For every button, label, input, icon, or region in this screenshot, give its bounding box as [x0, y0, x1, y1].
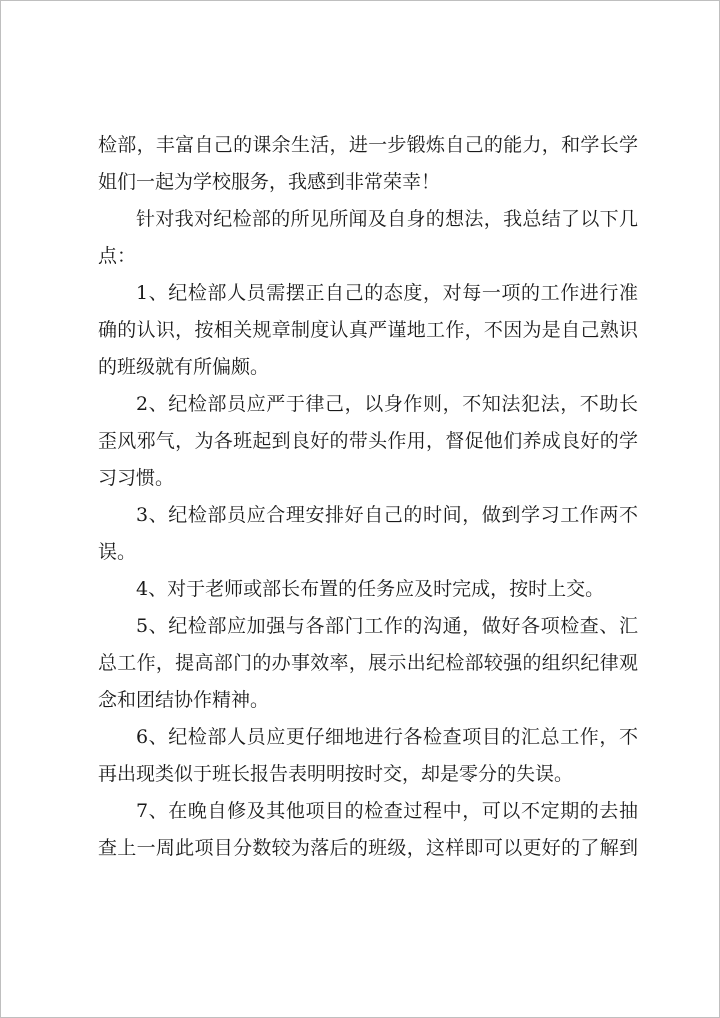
text-line: 的班级就有所偏颇。	[98, 356, 270, 378]
paragraph-point-5	[98, 608, 638, 719]
text-line: 6、纪检部人员应更仔细地进行各检查项目的汇总工作，不	[136, 726, 638, 748]
text-line: 姐们一起为学校服务，我感到非常荣幸！	[98, 171, 441, 193]
text-line: 检部，丰富自己的课余生活，进一步锻炼自己的能力，和学长学	[98, 134, 638, 156]
paragraph-point-4	[98, 571, 638, 608]
text-line: 4、对于老师或部长布置的任务应及时完成，按时上交。	[136, 578, 605, 600]
paragraph-intro-continued	[98, 127, 638, 201]
paragraph-point-7	[98, 793, 638, 867]
paragraph-point-3	[98, 497, 638, 571]
text-line: 再出现类似于班长报告表明明按时交，却是零分的失误。	[98, 763, 574, 785]
text-line: 点：	[98, 245, 137, 267]
text-line: 7、在晚自修及其他项目的检查过程中，可以不定期的去抽	[136, 800, 638, 822]
text-line: 念和团结协作精神。	[98, 689, 270, 711]
text-line: 确的认识，按相关规章制度认真严谨地工作，不因为是自己熟识	[98, 319, 638, 341]
text-line: 1、纪检部人员需摆正自己的态度，对每一项的工作进行准	[136, 282, 638, 304]
text-line: 总工作，提高部门的办事效率，展示出纪检部较强的组织纪律观	[98, 652, 638, 674]
text-line: 误。	[98, 541, 137, 563]
text-line: 2、纪检部员应严于律己，以身作则，不知法犯法，不助长	[136, 393, 638, 415]
text-line: 针对我对纪检部的所见所闻及自身的想法，我总结了以下几	[136, 208, 638, 230]
text-line: 歪风邪气，为各班起到良好的带头作用，督促他们养成良好的学	[98, 430, 638, 452]
paragraph-point-6	[98, 719, 638, 793]
text-line: 3、纪检部员应合理安排好自己的时间，做到学习工作两不	[136, 504, 638, 526]
paragraph-point-1	[98, 275, 638, 386]
text-line: 5、纪检部应加强与各部门工作的沟通，做好各项检查、汇	[136, 615, 638, 637]
paragraph-point-2	[98, 386, 638, 497]
paragraph-summary-intro	[98, 201, 638, 275]
text-line: 习习惯。	[98, 467, 175, 489]
document-body	[98, 127, 638, 867]
text-line: 查上一周此项目分数较为落后的班级，这样即可以更好的了解到	[98, 837, 638, 859]
